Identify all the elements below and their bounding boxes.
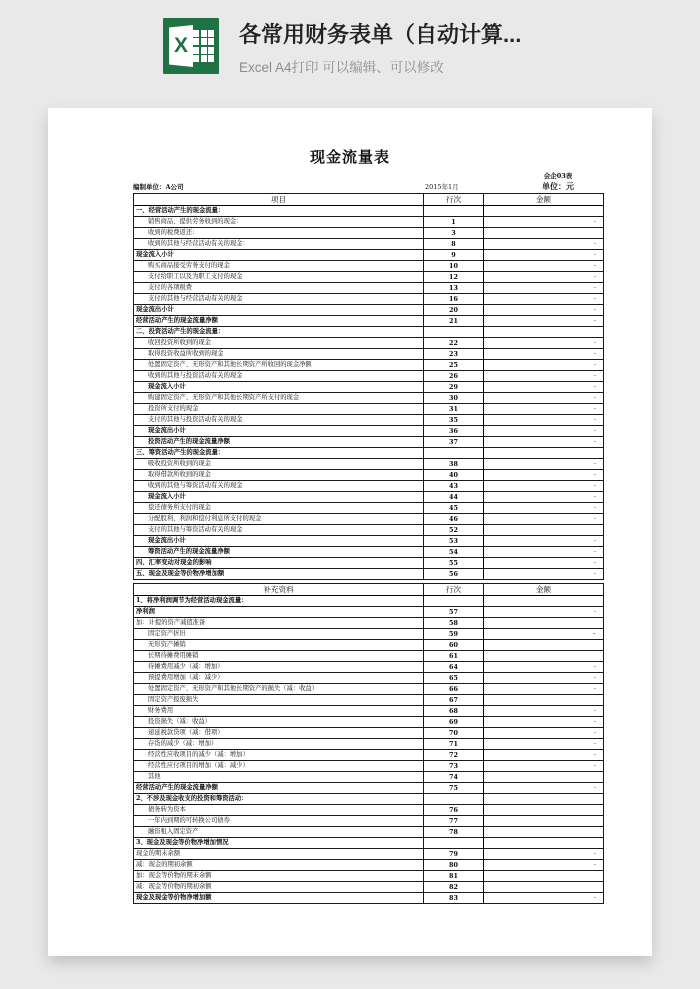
row-item-label: 财务费用 xyxy=(134,706,424,717)
row-item-label: 减：现金等价物的期初余额 xyxy=(134,882,424,893)
row-item-label: 存货的减少（减：增加） xyxy=(134,739,424,750)
row-item-label: 偿还债务所支付的现金 xyxy=(134,503,424,514)
row-amount-value xyxy=(484,596,604,607)
row-line-number: 26 xyxy=(424,371,484,382)
row-line-number: 57 xyxy=(424,607,484,618)
row-line-number: 73 xyxy=(424,761,484,772)
table-row xyxy=(134,651,604,662)
row-item-label: 经营性应收项目的减少（减：增加） xyxy=(134,750,424,761)
row-amount-value: - xyxy=(484,849,604,860)
row-amount-value: - xyxy=(484,662,604,673)
row-line-number: 45 xyxy=(424,503,484,514)
table-row xyxy=(134,305,604,316)
table-row xyxy=(134,860,604,871)
row-amount-value: - xyxy=(484,382,604,393)
row-amount-value xyxy=(484,794,604,805)
row-line-number xyxy=(424,838,484,849)
row-line-number: 58 xyxy=(424,618,484,629)
table-row xyxy=(134,805,604,816)
row-line-number: 55 xyxy=(424,558,484,569)
table-row xyxy=(134,470,604,481)
row-amount-value xyxy=(484,206,604,217)
page-subtitle: Excel A4打印 可以编辑、可以修改 xyxy=(239,60,444,75)
row-item-label: 经营活动产生的现金流量净额 xyxy=(134,783,424,794)
table-row xyxy=(134,684,604,695)
currency-unit: 单位：元 xyxy=(542,181,574,191)
table-row xyxy=(134,437,604,448)
supplementary-body xyxy=(134,596,604,904)
row-line-number: 22 xyxy=(424,338,484,349)
row-amount-value: - xyxy=(484,536,604,547)
row-line-number: 82 xyxy=(424,882,484,893)
row-item-label: 取得投资收益所收到的现金 xyxy=(134,349,424,360)
row-amount-value: - xyxy=(484,283,604,294)
row-item-label: 现金流入小计 xyxy=(134,382,424,393)
table-row xyxy=(134,481,604,492)
header-text-block xyxy=(239,18,521,79)
row-item-label: 收到的其他与筹资活动有关的现金 xyxy=(134,481,424,492)
row-line-number: 77 xyxy=(424,816,484,827)
table-row xyxy=(134,206,604,217)
row-amount-value xyxy=(484,695,604,706)
row-line-number: 60 xyxy=(424,640,484,651)
row-item-label: 筹资活动产生的现金流量净额 xyxy=(134,547,424,558)
row-item-label: 三、筹资活动产生的现金流量： xyxy=(134,448,424,459)
table-row xyxy=(134,492,604,503)
table-row xyxy=(134,272,604,283)
row-amount-value: - xyxy=(484,305,604,316)
statement-title: 现金流量表 xyxy=(309,148,390,166)
table-row xyxy=(134,761,604,772)
table-row xyxy=(134,728,604,739)
row-amount-value: - xyxy=(484,239,604,250)
table-row xyxy=(134,569,604,580)
reporting-period: 2015年1月 xyxy=(425,183,459,191)
row-amount-value xyxy=(484,772,604,783)
row-amount-value: - xyxy=(484,761,604,772)
row-amount-value: - xyxy=(484,338,604,349)
column-header-item: 项目 xyxy=(134,194,424,206)
excel-icon-grid xyxy=(193,30,214,62)
row-amount-value: - xyxy=(484,706,604,717)
excel-icon-letter: X xyxy=(173,34,188,57)
row-line-number: 23 xyxy=(424,349,484,360)
table-row xyxy=(134,662,604,673)
table-row xyxy=(134,739,604,750)
row-amount-value xyxy=(484,882,604,893)
row-amount-value xyxy=(484,327,604,338)
row-line-number: 59 xyxy=(424,629,484,640)
table-row xyxy=(134,448,604,459)
row-line-number: 56 xyxy=(424,569,484,580)
row-amount-value: - xyxy=(484,607,604,618)
table-row xyxy=(134,695,604,706)
row-item-label: 支付给职工以及为职工支付的现金 xyxy=(134,272,424,283)
row-item-label: 二、投资活动产生的现金流量： xyxy=(134,327,424,338)
table-row xyxy=(134,816,604,827)
row-item-label: 加：现金等价物的期末余额 xyxy=(134,871,424,882)
table-row xyxy=(134,349,604,360)
row-item-label: 现金流出小计 xyxy=(134,305,424,316)
row-line-number: 53 xyxy=(424,536,484,547)
table-row xyxy=(134,459,604,470)
row-amount-value: - xyxy=(484,250,604,261)
row-amount-value xyxy=(484,805,604,816)
row-item-label: 净利润 xyxy=(134,607,424,618)
table-row xyxy=(134,415,604,426)
row-item-label: 一、经营活动产生的现金流量： xyxy=(134,206,424,217)
row-amount-value: - xyxy=(484,404,604,415)
table-row xyxy=(134,250,604,261)
row-amount-value: - xyxy=(484,470,604,481)
table-row xyxy=(134,239,604,250)
row-amount-value: - xyxy=(484,547,604,558)
row-line-number: 29 xyxy=(424,382,484,393)
table-row xyxy=(134,827,604,838)
row-item-label: 经营性应付项目的增加（减：减少） xyxy=(134,761,424,772)
row-amount-value: - xyxy=(484,673,604,684)
table-row xyxy=(134,261,604,272)
row-amount-value: - xyxy=(484,437,604,448)
supplementary-table xyxy=(133,583,604,904)
row-item-label: 现金及现金等价物净增加额 xyxy=(134,893,424,904)
column-header-line: 行次 xyxy=(424,584,484,596)
row-item-label: 收到的其他与经营活动有关的现金： xyxy=(134,239,424,250)
row-amount-value xyxy=(484,525,604,536)
row-line-number: 75 xyxy=(424,783,484,794)
row-amount-value: - xyxy=(484,569,604,580)
table-row xyxy=(134,371,604,382)
row-line-number: 66 xyxy=(424,684,484,695)
row-amount-value xyxy=(484,838,604,849)
row-line-number: 74 xyxy=(424,772,484,783)
row-line-number: 54 xyxy=(424,547,484,558)
row-line-number: 10 xyxy=(424,261,484,272)
row-item-label: 吸收投资所收到的现金 xyxy=(134,459,424,470)
row-line-number: 80 xyxy=(424,860,484,871)
document-page xyxy=(48,108,652,956)
row-item-label: 长期待摊费用摊销 xyxy=(134,651,424,662)
row-line-number: 44 xyxy=(424,492,484,503)
row-amount-value: - xyxy=(484,371,604,382)
row-item-label: 支付的各项税费 xyxy=(134,283,424,294)
table-row xyxy=(134,514,604,525)
row-amount-value xyxy=(484,871,604,882)
row-item-label: 其他 xyxy=(134,772,424,783)
row-line-number xyxy=(424,448,484,459)
cash-flow-main-body xyxy=(134,206,604,580)
table-row xyxy=(134,893,604,904)
row-line-number: 30 xyxy=(424,393,484,404)
table-row xyxy=(134,750,604,761)
row-line-number: 12 xyxy=(424,272,484,283)
row-line-number: 38 xyxy=(424,459,484,470)
row-amount-value: - xyxy=(484,684,604,695)
row-line-number: 83 xyxy=(424,893,484,904)
row-amount-value: - xyxy=(484,783,604,794)
row-item-label: 投资活动产生的现金流量净额 xyxy=(134,437,424,448)
row-line-number xyxy=(424,206,484,217)
row-amount-value xyxy=(484,618,604,629)
table-row xyxy=(134,618,604,629)
row-line-number: 65 xyxy=(424,673,484,684)
form-code: 会企03表 xyxy=(543,172,573,180)
row-line-number: 78 xyxy=(424,827,484,838)
row-amount-value: - xyxy=(484,860,604,871)
row-item-label: 投资损失（减：收益） xyxy=(134,717,424,728)
row-item-label: 现金流出小计 xyxy=(134,536,424,547)
row-item-label: 2、不涉及现金收支的投资和筹资活动： xyxy=(134,794,424,805)
row-item-label: 收到的其他与投资活动有关的现金 xyxy=(134,371,424,382)
row-item-label: 四、汇率变动对现金的影响 xyxy=(134,558,424,569)
column-header-supp: 补充资料 xyxy=(134,584,424,596)
row-line-number: 3 xyxy=(424,228,484,239)
row-amount-value: – xyxy=(484,629,604,640)
table-row xyxy=(134,629,604,640)
row-amount-value: - xyxy=(484,261,604,272)
row-line-number: 13 xyxy=(424,283,484,294)
row-line-number: 64 xyxy=(424,662,484,673)
row-item-label: 现金流入小计 xyxy=(134,250,424,261)
table-row xyxy=(134,283,604,294)
row-line-number: 61 xyxy=(424,651,484,662)
row-item-label: 收回投资所收到的现金 xyxy=(134,338,424,349)
row-line-number: 52 xyxy=(424,525,484,536)
row-item-label: 一年内到期的可转换公司债券 xyxy=(134,816,424,827)
row-amount-value xyxy=(484,816,604,827)
row-item-label: 现金流出小计 xyxy=(134,426,424,437)
table-row xyxy=(134,794,604,805)
row-amount-value: - xyxy=(484,393,604,404)
row-amount-value: - xyxy=(484,459,604,470)
row-line-number: 16 xyxy=(424,294,484,305)
row-item-label: 3、现金及现金等价物净增加情况 xyxy=(134,838,424,849)
row-line-number: 9 xyxy=(424,250,484,261)
row-item-label: 无形资产摊销 xyxy=(134,640,424,651)
row-line-number: 8 xyxy=(424,239,484,250)
column-header-amount: 金额 xyxy=(484,194,604,206)
row-amount-value: - xyxy=(484,492,604,503)
row-amount-value: - xyxy=(484,514,604,525)
row-amount-value: - xyxy=(484,893,604,904)
row-amount-value: - xyxy=(484,272,604,283)
row-item-label: 购建固定资产、无形资产和其他长期资产所支付的现金 xyxy=(134,393,424,404)
row-item-label: 加：计提的资产减值准备 xyxy=(134,618,424,629)
row-line-number: 72 xyxy=(424,750,484,761)
table-row xyxy=(134,871,604,882)
row-item-label: 现金流入小计 xyxy=(134,492,424,503)
row-item-label: 销售商品、提供劳务收到的现金： xyxy=(134,217,424,228)
row-amount-value: - xyxy=(484,426,604,437)
row-amount-value: - xyxy=(484,217,604,228)
row-amount-value: - xyxy=(484,316,604,327)
row-amount-value xyxy=(484,651,604,662)
row-item-label: 投资所支付的现金 xyxy=(134,404,424,415)
table-row xyxy=(134,640,604,651)
row-item-label: 取得借款所收到的现金 xyxy=(134,470,424,481)
row-amount-value: - xyxy=(484,728,604,739)
row-line-number: 68 xyxy=(424,706,484,717)
row-amount-value: - xyxy=(484,349,604,360)
column-header-line: 行次 xyxy=(424,194,484,206)
row-line-number: 81 xyxy=(424,871,484,882)
row-item-label: 减：现金的期初余额 xyxy=(134,860,424,871)
row-line-number: 46 xyxy=(424,514,484,525)
table-header-row xyxy=(134,194,604,206)
row-item-label: 1、将净利润调节为经营活动现金流量： xyxy=(134,596,424,607)
header-content xyxy=(163,18,521,79)
row-line-number xyxy=(424,794,484,805)
row-line-number: 69 xyxy=(424,717,484,728)
row-amount-value: - xyxy=(484,558,604,569)
row-line-number: 70 xyxy=(424,728,484,739)
table-row xyxy=(134,360,604,371)
row-line-number: 25 xyxy=(424,360,484,371)
row-line-number: 79 xyxy=(424,849,484,860)
table-row xyxy=(134,706,604,717)
row-amount-value: - xyxy=(484,750,604,761)
column-header-amount: 金额 xyxy=(484,584,604,596)
row-line-number: 37 xyxy=(424,437,484,448)
table-row xyxy=(134,228,604,239)
row-amount-value: - xyxy=(484,717,604,728)
table-row xyxy=(134,316,604,327)
table-row xyxy=(134,536,604,547)
row-item-label: 预提费用增加（减：减少） xyxy=(134,673,424,684)
table-row xyxy=(134,596,604,607)
row-item-label: 固定资产报废损失 xyxy=(134,695,424,706)
row-amount-value: - xyxy=(484,294,604,305)
prepared-by-label: 编制单位：A公司 xyxy=(133,183,184,191)
row-line-number: 20 xyxy=(424,305,484,316)
row-amount-value xyxy=(484,827,604,838)
row-line-number xyxy=(424,327,484,338)
row-line-number: 21 xyxy=(424,316,484,327)
row-item-label: 分配股利、利润和偿付利息所支付的现金 xyxy=(134,514,424,525)
row-item-label: 经营活动产生的现金流量净额 xyxy=(134,316,424,327)
table-row xyxy=(134,294,604,305)
table-row xyxy=(134,547,604,558)
page-header-band xyxy=(0,0,700,108)
table-row xyxy=(134,393,604,404)
row-item-label: 融资租入固定资产 xyxy=(134,827,424,838)
row-item-label: 现金的期末余额 xyxy=(134,849,424,860)
row-line-number: 76 xyxy=(424,805,484,816)
row-amount-value: - xyxy=(484,739,604,750)
table-row xyxy=(134,327,604,338)
table-row xyxy=(134,673,604,684)
row-item-label: 债务转为资本 xyxy=(134,805,424,816)
table-row xyxy=(134,404,604,415)
row-item-label: 五、现金及现金等价物净增加额 xyxy=(134,569,424,580)
row-item-label: 递延税款贷项（减：借项） xyxy=(134,728,424,739)
row-line-number: 36 xyxy=(424,426,484,437)
cash-flow-main-table xyxy=(133,193,604,580)
table-row xyxy=(134,838,604,849)
row-amount-value: - xyxy=(484,481,604,492)
table-row xyxy=(134,503,604,514)
table-row xyxy=(134,783,604,794)
row-line-number: 35 xyxy=(424,415,484,426)
table-row xyxy=(134,849,604,860)
row-amount-value: - xyxy=(484,360,604,371)
row-item-label: 购买商品接受劳务支付的现金 xyxy=(134,261,424,272)
row-amount-value xyxy=(484,448,604,459)
table-row xyxy=(134,772,604,783)
table-row xyxy=(134,607,604,618)
row-item-label: 固定资产折旧 xyxy=(134,629,424,640)
table-row xyxy=(134,525,604,536)
row-item-label: 支付的其他与筹资活动有关的现金 xyxy=(134,525,424,536)
page-title: 各常用财务表单（自动计算... xyxy=(239,22,522,47)
row-line-number: 71 xyxy=(424,739,484,750)
row-line-number: 40 xyxy=(424,470,484,481)
row-line-number: 31 xyxy=(424,404,484,415)
row-amount-value xyxy=(484,228,604,239)
row-line-number xyxy=(424,596,484,607)
row-amount-value: - xyxy=(484,503,604,514)
table-row xyxy=(134,882,604,893)
table-row xyxy=(134,382,604,393)
row-item-label: 支付的其他与投资活动有关的现金 xyxy=(134,415,424,426)
row-item-label: 支付的其他与经营活动有关的现金 xyxy=(134,294,424,305)
row-line-number: 43 xyxy=(424,481,484,492)
excel-icon xyxy=(163,18,219,74)
table-row xyxy=(134,217,604,228)
row-amount-value: - xyxy=(484,415,604,426)
table-header-row xyxy=(134,584,604,596)
row-item-label: 处置固定资产、无形资产和其他长期资产的损失（减：收益） xyxy=(134,684,424,695)
table-row xyxy=(134,338,604,349)
row-item-label: 收到的税费返还： xyxy=(134,228,424,239)
row-item-label: 待摊费用减少（减：增加） xyxy=(134,662,424,673)
row-line-number: 67 xyxy=(424,695,484,706)
row-amount-value xyxy=(484,640,604,651)
table-row xyxy=(134,558,604,569)
table-row xyxy=(134,426,604,437)
row-item-label: 处置固定资产、无形资产和其他长期资产所收回的现金净额 xyxy=(134,360,424,371)
table-row xyxy=(134,717,604,728)
row-line-number: 1 xyxy=(424,217,484,228)
